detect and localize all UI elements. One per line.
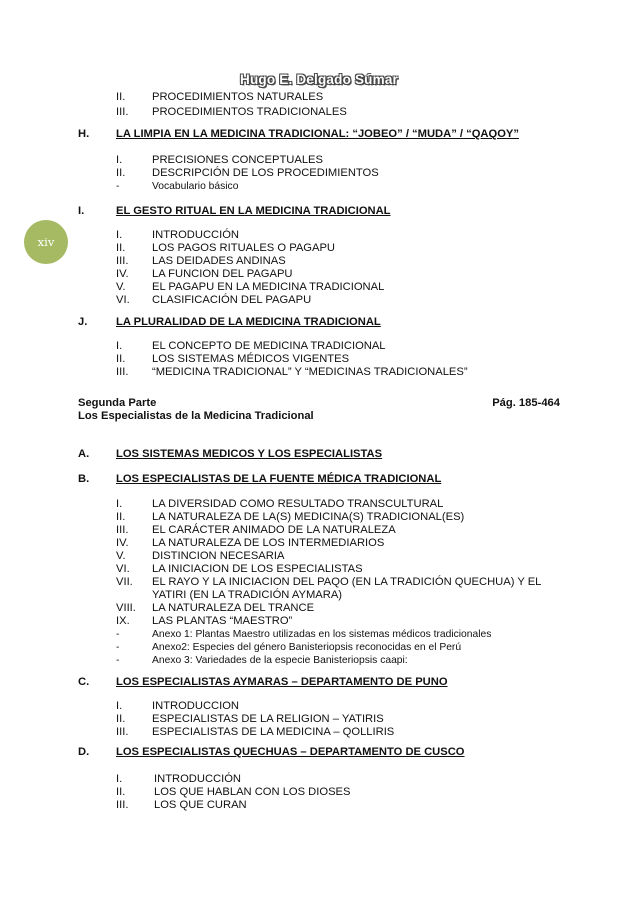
toc-item-number: VII. <box>116 576 133 588</box>
toc-section-heading <box>78 473 442 486</box>
toc-item-text: Anexo 3: Variedades de la especie Banisteriopsis caapi: <box>152 655 408 666</box>
toc-item <box>116 700 240 713</box>
toc-item-text: DESCRIPCIÓN DE LOS PROCEDIMIENTOS <box>152 167 379 179</box>
toc-item-text: LA FUNCION DEL PAGAPU <box>152 268 293 280</box>
part-subtitle: Los Especialistas de la Medicina Tradicional <box>78 410 314 422</box>
section-title: EL GESTO RITUAL EN LA MEDICINA TRADICIONAL <box>116 205 391 217</box>
toc-item <box>116 550 285 563</box>
toc-item-number: III. <box>116 106 129 118</box>
toc-item-text: LAS DEIDADES ANDINAS <box>152 255 286 267</box>
toc-item-number: V. <box>116 550 126 562</box>
toc-item-text: YATIRI (EN LA TRADICIÓN AYMARA) <box>152 589 343 601</box>
toc-item <box>116 180 239 193</box>
toc-item-text: Vocabulario básico <box>152 181 239 192</box>
toc-item-number: II. <box>116 511 126 523</box>
toc-item-text: LA INICIACION DE LOS ESPECIALISTAS <box>152 563 363 575</box>
toc-item-number: IV. <box>116 537 129 549</box>
toc-item-text: EL RAYO Y LA INICIACION DEL PAQO (EN LA TRADICIÓN QUECHUA) Y EL <box>152 576 542 588</box>
toc-item-text: LOS SISTEMAS MÉDICOS VIGENTES <box>152 353 350 365</box>
page-number-badge: xiv <box>24 220 68 264</box>
toc-item <box>116 242 335 255</box>
toc-item-text: CLASIFICACIÓN DEL PAGAPU <box>152 294 312 306</box>
toc-item <box>116 524 396 537</box>
section-letter: A. <box>78 448 90 460</box>
toc-item <box>116 615 293 628</box>
toc-item-number: VI. <box>116 563 130 575</box>
toc-item <box>116 799 247 812</box>
toc-item-number: - <box>116 629 120 640</box>
toc-section-heading <box>78 746 465 759</box>
part-page-range: Pág. 185-464 <box>492 397 560 409</box>
toc-section-heading <box>78 676 448 689</box>
toc-item <box>116 773 242 786</box>
toc-item <box>116 511 465 524</box>
toc-item-number: II. <box>116 353 126 365</box>
section-title: LOS ESPECIALISTAS AYMARAS – DEPARTAMENTO DE PUNO <box>116 676 448 688</box>
toc-item-text: LOS QUE CURAN <box>154 799 247 811</box>
toc-item <box>116 602 315 615</box>
toc-item-number: I. <box>116 700 123 712</box>
toc-item-text: ESPECIALISTAS DE LA RELIGION – YATIRIS <box>152 713 384 725</box>
section-letter: I. <box>78 205 85 217</box>
toc-item <box>116 340 386 353</box>
toc-item-text: INTRODUCCIÓN <box>152 229 240 241</box>
toc-item-number: III. <box>116 255 129 267</box>
toc-section-heading <box>78 316 381 329</box>
toc-item-text: LA NATURALEZA DE LOS INTERMEDIARIOS <box>152 537 385 549</box>
toc-item-number: VI. <box>116 294 130 306</box>
toc-item-text: Anexo2: Especies del género Banisteriopsis reconocidas en el Perú <box>152 642 462 653</box>
section-letter: H. <box>78 128 90 140</box>
toc-item-number: IX. <box>116 615 130 627</box>
part-title: Segunda Parte <box>78 397 157 409</box>
toc-item <box>116 255 286 268</box>
toc-item-number: I. <box>116 154 123 166</box>
toc-item-number: III. <box>116 366 129 378</box>
section-letter: J. <box>78 316 88 328</box>
toc-item <box>116 713 384 726</box>
toc-item-text: EL CONCEPTO DE MEDICINA TRADICIONAL <box>152 340 386 352</box>
toc-item-number: I. <box>116 773 123 785</box>
toc-item <box>116 154 323 167</box>
toc-item <box>116 229 240 242</box>
toc-item-number: I. <box>116 229 123 241</box>
toc-item <box>116 167 379 180</box>
toc-item <box>116 294 312 307</box>
section-letter: B. <box>78 473 90 485</box>
toc-annex <box>116 628 492 641</box>
toc-item-text: EL PAGAPU EN LA MEDICINA TRADICIONAL <box>152 281 385 293</box>
toc-item-text: LA DIVERSIDAD COMO RESULTADO TRANSCULTURAL <box>152 498 444 510</box>
toc-item-number: II. <box>116 713 126 725</box>
toc-item-number: III. <box>116 799 129 811</box>
section-letter: C. <box>78 676 90 688</box>
toc-item-text: LAS PLANTAS “MAESTRO” <box>152 615 293 627</box>
toc-item-number: III. <box>116 524 129 536</box>
header-author: Hugo E. Delgado Súmar <box>240 72 398 87</box>
toc-section-heading <box>78 205 391 218</box>
toc-item-number: - <box>116 655 120 666</box>
toc-item-text: “MEDICINA TRADICIONAL” Y “MEDICINAS TRADICIONALES” <box>152 366 468 378</box>
toc-item <box>116 537 385 550</box>
toc-item-text: EL CARÁCTER ANIMADO DE LA NATURALEZA <box>152 524 396 536</box>
toc-item-text: PROCEDIMIENTOS TRADICIONALES <box>152 106 347 118</box>
toc-item <box>116 106 347 119</box>
toc-item-number: II. <box>116 167 126 179</box>
toc-item-text: LA NATURALEZA DE LA(S) MEDICINA(S) TRADICIONAL(ES) <box>152 511 465 523</box>
toc-item-text: ESPECIALISTAS DE LA MEDICINA – QOLLIRIS <box>152 726 395 738</box>
toc-item-number: VIII. <box>116 602 136 614</box>
toc-item-text: Anexo 1: Plantas Maestro utilizadas en los sistemas médicos tradicionales <box>152 629 492 640</box>
toc-item-number: - <box>116 642 120 653</box>
toc-annex <box>116 641 462 654</box>
toc-item <box>116 366 468 379</box>
toc-item-text: INTRODUCCIÓN <box>154 773 242 785</box>
toc-item-text: LOS PAGOS RITUALES O PAGAPU <box>152 242 335 254</box>
toc-item <box>116 498 444 511</box>
section-title: LA LIMPIA EN LA MEDICINA TRADICIONAL: “JOBEO” / “MUDA” / “QAQOY” <box>116 128 519 140</box>
toc-item <box>116 353 350 366</box>
toc-item <box>116 576 542 589</box>
section-letter: D. <box>78 746 90 758</box>
toc-item-number: V. <box>116 281 126 293</box>
toc-item-number: IV. <box>116 268 129 280</box>
toc-item-number: II. <box>116 91 126 103</box>
toc-item-number: II. <box>116 786 126 798</box>
toc-item-number: III. <box>116 726 129 738</box>
toc-section-heading <box>78 448 383 461</box>
toc-item-text: DISTINCION NECESARIA <box>152 550 285 562</box>
section-title: LOS ESPECIALISTAS QUECHUAS – DEPARTAMENTO DE CUSCO <box>116 746 465 758</box>
toc-item <box>116 91 324 104</box>
toc-item <box>116 268 293 281</box>
toc-item <box>116 726 395 739</box>
toc-item <box>116 281 385 294</box>
toc-item-text: LOS QUE HABLAN CON LOS DIOSES <box>154 786 351 798</box>
toc-item-text: PRECISIONES CONCEPTUALES <box>152 154 323 166</box>
section-title: LOS ESPECIALISTAS DE LA FUENTE MÉDICA TRADICIONAL <box>116 473 442 485</box>
toc-item-number: I. <box>116 498 123 510</box>
toc-item-number: - <box>116 181 120 192</box>
section-title: LA PLURALIDAD DE LA MEDICINA TRADICIONAL <box>116 316 381 328</box>
toc-item <box>116 563 363 576</box>
toc-item-number: II. <box>116 242 126 254</box>
toc-item-text: LA NATURALEZA DEL TRANCE <box>152 602 315 614</box>
toc-annex <box>116 654 408 667</box>
section-title: LOS SISTEMAS MEDICOS Y LOS ESPECIALISTAS <box>116 448 383 460</box>
toc-item-number: I. <box>116 340 123 352</box>
toc-item-text: PROCEDIMIENTOS NATURALES <box>152 91 324 103</box>
toc-item <box>116 786 351 799</box>
toc-section-heading <box>78 128 519 141</box>
toc-item-text: INTRODUCCION <box>152 700 240 712</box>
